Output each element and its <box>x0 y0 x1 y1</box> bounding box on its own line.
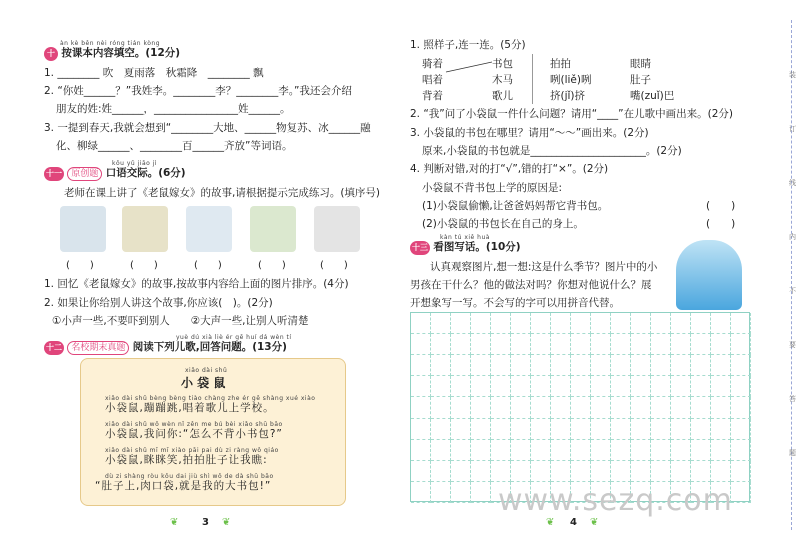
grid-cell[interactable] <box>591 376 611 397</box>
grid-cell[interactable] <box>451 419 471 440</box>
story-picture-2 <box>122 206 168 252</box>
binding-label: 内 <box>789 233 796 241</box>
grid-cell[interactable] <box>551 355 571 376</box>
grid-cell[interactable] <box>551 397 571 418</box>
grid-cell[interactable] <box>591 313 611 334</box>
grid-cell[interactable] <box>711 355 731 376</box>
leaf-icon: ❦ <box>170 517 179 528</box>
grid-cell[interactable] <box>431 461 451 482</box>
judge-paren-2[interactable]: ( ) <box>706 218 736 230</box>
match-item[interactable]: 挤(jǐ)挤 <box>550 90 586 102</box>
grid-cell[interactable] <box>411 461 431 482</box>
grid-cell[interactable] <box>471 355 491 376</box>
grid-cell[interactable] <box>471 419 491 440</box>
story-picture-3 <box>186 206 232 252</box>
grid-cell[interactable] <box>551 440 571 461</box>
grid-cell[interactable] <box>731 397 751 418</box>
grid-cell[interactable] <box>431 440 451 461</box>
grid-cell[interactable] <box>651 355 671 376</box>
s11-q1: 1. 回忆《老鼠嫁女》的故事,按故事内容给上面的图片排序。(4分) <box>44 278 349 290</box>
grid-cell[interactable] <box>611 461 631 482</box>
r-q4c: (2)小袋鼠的书包长在自己的身上。 <box>422 218 584 230</box>
match-item[interactable]: 拍拍 <box>550 58 571 70</box>
grid-cell[interactable] <box>511 419 531 440</box>
grid-cell[interactable] <box>651 376 671 397</box>
grid-cell[interactable] <box>471 397 491 418</box>
s10-pinyin: àn kè běn nèi róng tián kòng <box>60 40 160 47</box>
s11-intro: 老师在课上讲了《老鼠嫁女》的故事,请根据提示完成练习。(填序号) <box>64 187 381 199</box>
s10-q2a: 2. “你姓______？”我姓李。________李？________李。”我还会介绍 <box>44 85 352 97</box>
grid-cell[interactable] <box>651 440 671 461</box>
grid-cell[interactable] <box>651 313 671 334</box>
grid-cell[interactable] <box>411 334 431 355</box>
grid-cell[interactable] <box>651 397 671 418</box>
grid-cell[interactable] <box>731 334 751 355</box>
grid-cell[interactable] <box>611 440 631 461</box>
poem-title-pinyin: xiǎo dài shǔ <box>185 367 228 374</box>
s13-pinyin: kàn tú xiě huà <box>440 234 490 241</box>
grid-cell[interactable] <box>451 461 471 482</box>
grid-cell[interactable] <box>431 397 451 418</box>
grid-cell[interactable] <box>691 334 711 355</box>
grid-cell[interactable] <box>531 355 551 376</box>
match-item[interactable]: 眼睛 <box>630 58 651 70</box>
poem-line-4: “肚子上,肉口袋,就是我的大书包!” <box>95 480 272 492</box>
grid-cell[interactable] <box>731 355 751 376</box>
grid-cell[interactable] <box>611 419 631 440</box>
r-q3b: 原来,小袋鼠的书包就是______________________。(2分) <box>422 145 682 157</box>
match-item[interactable]: 木马 <box>492 74 513 86</box>
poem-line-2-pinyin: xiǎo dài shǔ wǒ wèn nǐ zěn me bú bèi xiǎo shū bāo <box>105 421 283 428</box>
grid-cell[interactable] <box>651 461 671 482</box>
grid-cell[interactable] <box>631 419 651 440</box>
grid-cell[interactable] <box>451 313 471 334</box>
grid-cell[interactable] <box>691 440 711 461</box>
grid-cell[interactable] <box>451 355 471 376</box>
grid-cell[interactable] <box>411 419 431 440</box>
grid-cell[interactable] <box>431 419 451 440</box>
s11-badge: 十一 <box>44 167 64 181</box>
grid-cell[interactable] <box>551 419 571 440</box>
s11-tag: 原创题 <box>67 167 102 181</box>
poem-box <box>80 358 346 506</box>
grid-cell[interactable] <box>611 355 631 376</box>
grid-cell[interactable] <box>571 355 591 376</box>
divider <box>532 54 533 104</box>
poem-line-3-pinyin: xiǎo dài shǔ mī mī xiào pāi pai dù zi ràng wǒ qiáo <box>105 447 279 454</box>
grid-cell[interactable] <box>591 334 611 355</box>
r-q1: 1. 照样子,连一连。(5分) <box>410 39 526 51</box>
match-item[interactable]: 背着 <box>422 90 443 102</box>
grid-cell[interactable] <box>531 397 551 418</box>
grid-cell[interactable] <box>711 334 731 355</box>
grid-cell[interactable] <box>411 482 431 503</box>
grid-cell[interactable] <box>471 440 491 461</box>
grid-cell[interactable] <box>491 313 511 334</box>
grid-cell[interactable] <box>451 376 471 397</box>
grid-cell[interactable] <box>571 334 591 355</box>
grid-cell[interactable] <box>431 313 451 334</box>
grid-cell[interactable] <box>471 313 491 334</box>
grid-cell[interactable] <box>431 376 451 397</box>
r-q4b: (1)小袋鼠偷懒,让爸爸妈妈帮它背书包。 <box>422 200 609 212</box>
grid-cell[interactable] <box>671 419 691 440</box>
grid-cell[interactable] <box>411 397 431 418</box>
grid-cell[interactable] <box>711 313 731 334</box>
s11-pinyin: kǒu yǔ jiāo jì <box>112 160 158 167</box>
answer-paren-5[interactable]: ( ) <box>320 260 348 271</box>
grid-cell[interactable] <box>511 461 531 482</box>
grid-cell[interactable] <box>451 397 471 418</box>
grid-cell[interactable] <box>551 313 571 334</box>
grid-cell[interactable] <box>691 313 711 334</box>
s12-title: 阅读下列儿歌,回答问题。(13分) <box>132 341 287 353</box>
grid-cell[interactable] <box>471 376 491 397</box>
grid-cell[interactable] <box>431 355 451 376</box>
s13-title: 看图写话。(10分) <box>433 241 521 253</box>
grid-cell[interactable] <box>571 397 591 418</box>
grid-cell[interactable] <box>451 334 471 355</box>
grid-cell[interactable] <box>671 440 691 461</box>
r-q4: 4. 判断对错,对的打“√”,错的打“×”。(2分) <box>410 163 609 175</box>
r-q3: 3. 小袋鼠的书包在哪里？请用“～～”画出来。(2分) <box>410 127 649 139</box>
grid-cell[interactable] <box>711 440 731 461</box>
grid-cell[interactable] <box>531 461 551 482</box>
grid-cell[interactable] <box>631 440 651 461</box>
grid-cell[interactable] <box>551 334 571 355</box>
grid-cell[interactable] <box>631 461 651 482</box>
grid-cell[interactable] <box>631 376 651 397</box>
match-col-3 <box>550 56 592 104</box>
grid-cell[interactable] <box>571 461 591 482</box>
story-picture-1 <box>60 206 106 252</box>
grid-cell[interactable] <box>611 376 631 397</box>
s11-options: ①小声一些,不要吓到别人 ②大声一些,让别人听清楚 <box>52 315 309 327</box>
grid-cell[interactable] <box>411 313 431 334</box>
grid-cell[interactable] <box>431 482 451 503</box>
grid-cell[interactable] <box>591 440 611 461</box>
grid-cell[interactable] <box>551 376 571 397</box>
writing-prompt-1: 认真观察图片,想一想:这是什么季节？图片中的小 <box>430 261 658 273</box>
grid-cell[interactable] <box>571 440 591 461</box>
s11-title: 口语交际。(6分) <box>105 167 186 179</box>
grid-cell[interactable] <box>551 461 571 482</box>
grid-cell[interactable] <box>591 355 611 376</box>
grid-cell[interactable] <box>731 313 751 334</box>
match-item[interactable]: 书包 <box>492 58 513 70</box>
grid-cell[interactable] <box>591 419 611 440</box>
grid-cell[interactable] <box>671 313 691 334</box>
grid-cell[interactable] <box>531 419 551 440</box>
grid-cell[interactable] <box>711 397 731 418</box>
r-q4a: 小袋鼠不背书包上学的原因是: <box>422 182 563 194</box>
poem-title: 小 袋 鼠 <box>181 376 226 390</box>
binding-label: 要 <box>789 341 796 349</box>
grid-cell[interactable] <box>471 461 491 482</box>
grid-cell[interactable] <box>671 334 691 355</box>
s10-title: 按课本内容填空。(12分) <box>61 47 181 59</box>
grid-cell[interactable] <box>431 334 451 355</box>
grid-cell[interactable] <box>671 397 691 418</box>
binding-label: 线 <box>789 179 796 187</box>
poem-line-2: 小袋鼠,我问你:“怎么不背小书包?” <box>105 428 283 440</box>
poem-line-3: 小袋鼠,眯眯笑,拍拍肚子让我瞧: <box>105 454 268 466</box>
grid-cell[interactable] <box>411 440 431 461</box>
grid-cell[interactable] <box>471 334 491 355</box>
grid-cell[interactable] <box>691 376 711 397</box>
match-item[interactable]: 骑着 <box>422 58 443 70</box>
match-item[interactable]: 唱着 <box>422 74 443 86</box>
page-number: 3 <box>202 517 209 528</box>
s10-q1: 1. ________ 吹 夏雨落 秋霜降 ________ 飘 <box>44 67 264 79</box>
grid-cell[interactable] <box>491 440 511 461</box>
grid-cell[interactable] <box>491 334 511 355</box>
binding-label: 装 <box>789 71 796 79</box>
grid-cell[interactable] <box>571 376 591 397</box>
leaf-icon: ❦ <box>590 517 599 528</box>
grid-cell[interactable] <box>731 440 751 461</box>
grid-cell[interactable] <box>571 419 591 440</box>
poem-line-1: 小袋鼠,蹦蹦跳,唱着歌儿上学校。 <box>105 402 275 414</box>
binding-label: 不 <box>789 287 796 295</box>
grid-cell[interactable] <box>591 461 611 482</box>
grid-cell[interactable] <box>511 440 531 461</box>
grid-cell[interactable] <box>731 419 751 440</box>
grid-cell[interactable] <box>591 397 611 418</box>
grid-cell[interactable] <box>651 334 671 355</box>
grid-cell[interactable] <box>691 461 711 482</box>
match-col-2 <box>492 56 513 104</box>
grid-cell[interactable] <box>611 313 631 334</box>
answer-paren-2[interactable]: ( ) <box>130 260 158 271</box>
watermark-url: www.sezq.com <box>498 483 733 518</box>
match-item[interactable]: 肚子 <box>630 74 651 86</box>
grid-cell[interactable] <box>711 419 731 440</box>
grid-cell[interactable] <box>671 461 691 482</box>
grid-cell[interactable] <box>631 334 651 355</box>
s11-q2: 2. 如果让你给别人讲这个故事,你应该( )。(2分) <box>44 297 273 309</box>
grid-cell[interactable] <box>731 482 751 503</box>
grid-cell[interactable] <box>711 461 731 482</box>
s12-badge: 十二 <box>44 341 64 355</box>
grid-cell[interactable] <box>691 355 711 376</box>
binding-label: 题 <box>789 449 796 457</box>
grid-cell[interactable] <box>671 355 691 376</box>
judge-paren-1[interactable]: ( ) <box>706 200 736 212</box>
s12-tag: 名校期末真题 <box>67 341 129 355</box>
grid-cell[interactable] <box>411 355 431 376</box>
answer-paren-3[interactable]: ( ) <box>194 260 222 271</box>
match-col-4 <box>630 56 674 104</box>
binding-label: 订 <box>789 125 796 133</box>
grid-cell[interactable] <box>511 313 531 334</box>
grid-cell[interactable] <box>531 334 551 355</box>
grid-cell[interactable] <box>691 419 711 440</box>
grid-cell[interactable] <box>671 376 691 397</box>
grid-cell[interactable] <box>611 334 631 355</box>
grid-cell[interactable] <box>491 376 511 397</box>
grid-cell[interactable] <box>491 419 511 440</box>
right-page <box>400 0 800 549</box>
grid-cell[interactable] <box>491 461 511 482</box>
grid-cell[interactable] <box>471 482 491 503</box>
s10-q2b: 朋友的姓:姓______，________________姓______。 <box>56 103 291 115</box>
grid-cell[interactable] <box>731 461 751 482</box>
grid-cell[interactable] <box>631 313 651 334</box>
match-item[interactable]: 咧(liě)咧 <box>550 74 592 86</box>
leaf-icon: ❦ <box>546 517 555 528</box>
grid-cell[interactable] <box>731 376 751 397</box>
match-item[interactable]: 嘴(zuǐ)巴 <box>630 90 675 102</box>
grid-cell[interactable] <box>411 376 431 397</box>
grid-cell[interactable] <box>631 397 651 418</box>
grid-cell[interactable] <box>631 355 651 376</box>
match-col-1 <box>422 56 443 104</box>
grid-cell[interactable] <box>511 376 531 397</box>
writing-grid[interactable] <box>410 312 750 502</box>
poem-line-1-pinyin: xiǎo dài shǔ bèng bèng tiào chàng zhe ér gē shàng xué xiào <box>105 395 316 402</box>
story-picture-4 <box>250 206 296 252</box>
grid-cell[interactable] <box>531 376 551 397</box>
grid-cell[interactable] <box>531 440 551 461</box>
leaf-icon: ❦ <box>222 517 231 528</box>
grid-cell[interactable] <box>491 397 511 418</box>
grid-cell[interactable] <box>451 482 471 503</box>
answer-paren-1[interactable]: ( ) <box>66 260 94 271</box>
s10-q3a: 3. 一提到春天,我就会想到“________大地、______物复苏、冰______融 <box>44 122 371 134</box>
s13-badge: 十三 <box>410 241 430 255</box>
match-item[interactable]: 歌儿 <box>492 90 513 102</box>
example-connector-line <box>444 58 494 78</box>
grid-cell[interactable] <box>571 313 591 334</box>
grid-cell[interactable] <box>531 313 551 334</box>
grid-cell[interactable] <box>451 440 471 461</box>
s10-badge: 十 <box>44 47 58 61</box>
grid-cell[interactable] <box>511 355 531 376</box>
answer-paren-4[interactable]: ( ) <box>258 260 286 271</box>
writing-prompt-3: 开想象写一写。不会写的字可以用拼音代替。 <box>410 297 620 309</box>
grid-cell[interactable] <box>511 334 531 355</box>
binding-label: 答 <box>789 395 796 403</box>
s12-pinyin: yuè dú xià liè ér gē huí dá wèn tí <box>176 334 292 341</box>
grid-cell[interactable] <box>691 397 711 418</box>
boy-fishing-illustration <box>676 240 742 310</box>
poem-line-4-pinyin: dù zi shàng ròu kǒu dai jiù shì wǒ de dà shū bāo <box>105 473 274 480</box>
r-q2: 2. “我”问了小袋鼠一件什么问题？请用“____”在儿歌中画出来。(2分) <box>410 108 733 120</box>
grid-cell[interactable] <box>511 397 531 418</box>
story-picture-5 <box>314 206 360 252</box>
grid-cell[interactable] <box>651 419 671 440</box>
page-number: 4 <box>570 517 577 528</box>
writing-prompt-2: 男孩在干什么？他的做法对吗？你想对他说什么？展 <box>410 279 652 291</box>
grid-cell[interactable] <box>491 355 511 376</box>
grid-cell[interactable] <box>611 397 631 418</box>
grid-cell[interactable] <box>711 376 731 397</box>
s10-q3b: 化、柳绿______、________百______齐放”等词语。 <box>56 140 293 152</box>
